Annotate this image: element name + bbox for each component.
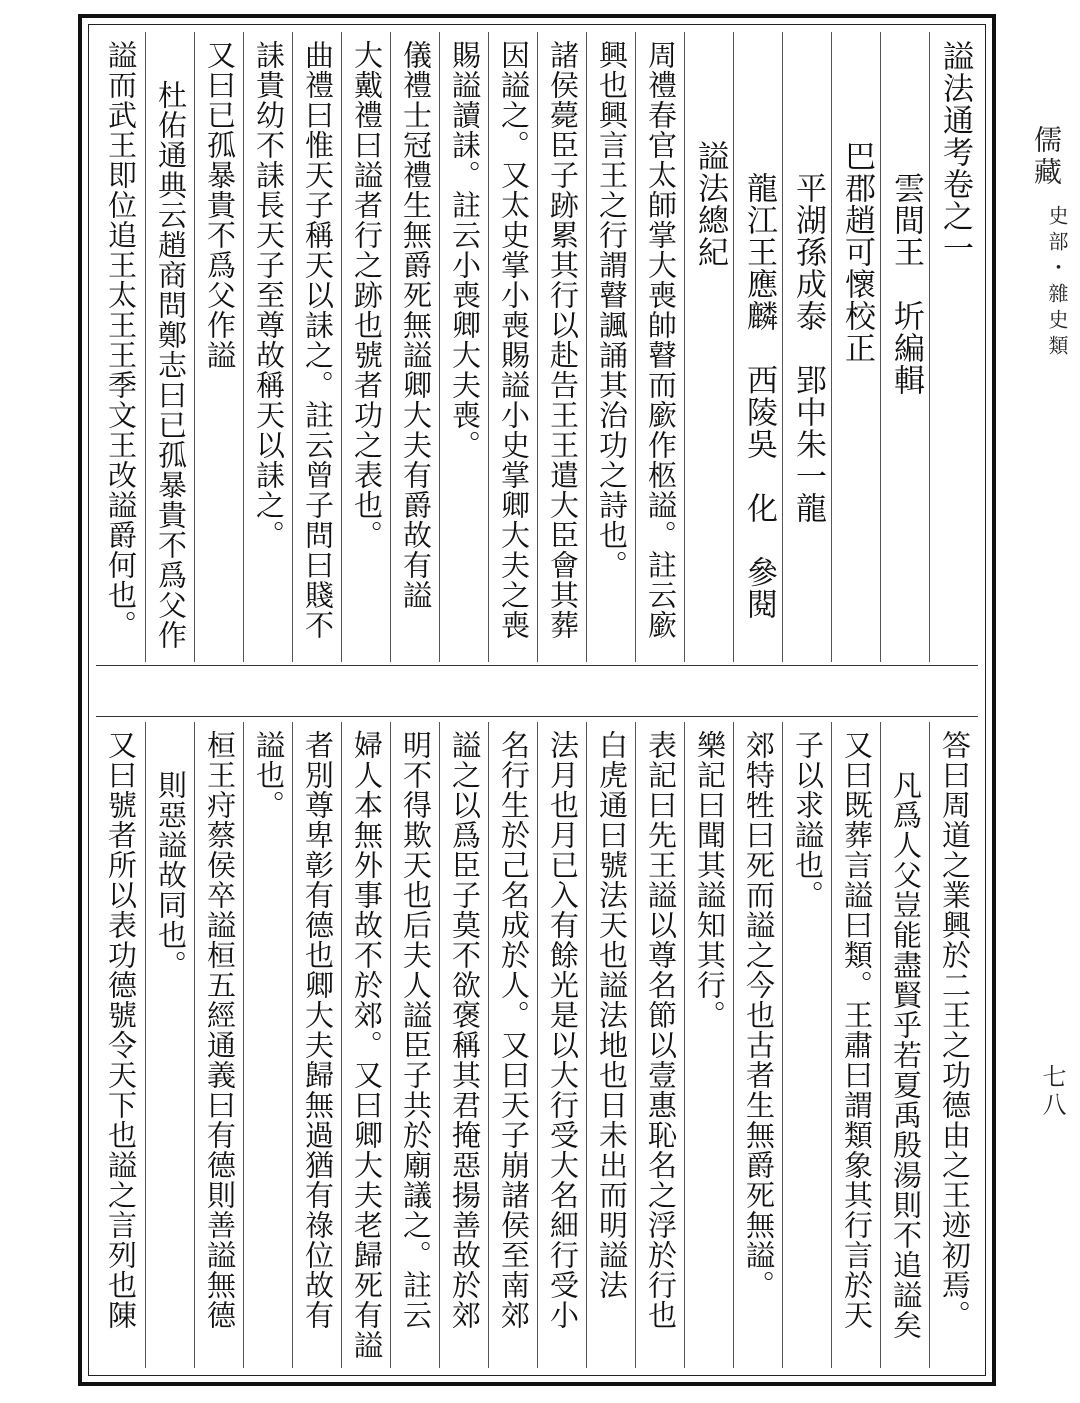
column-text: 曲禮曰惟天子稱天以誄之。註云曾子問曰賤不 xyxy=(301,40,335,640)
text-column xyxy=(782,32,831,662)
text-column xyxy=(439,722,488,1368)
column-text: 謚之以爲臣子莫不欲褒稱其君掩惡揚善故於郊 xyxy=(448,730,482,1330)
column-text: 者別尊卑彰有德也卿大夫歸無過猶有祿位故有 xyxy=(301,730,335,1330)
column-text: 龍江王應麟 西陵吳 化 參閱 xyxy=(741,172,777,620)
column-text: 謚法通考卷之一 xyxy=(937,40,973,264)
text-column xyxy=(880,722,929,1368)
column-text: 凡爲人父豈能盡賢乎若夏禹殷湯則不追謚矣 xyxy=(889,770,923,1340)
column-text: 桓王疛蔡侯卒謚桓五經通義曰有德則善謚無德 xyxy=(203,730,237,1330)
collection-title: 儒藏 xyxy=(1030,125,1063,189)
text-column xyxy=(929,722,978,1368)
text-column xyxy=(145,722,194,1368)
column-text: 又曰已孤暴貴不爲父作謚 xyxy=(203,40,237,370)
text-column xyxy=(488,722,537,1368)
section-label: 史部・雜史類 xyxy=(1045,205,1069,361)
text-column xyxy=(145,32,194,662)
column-text: 儀禮士冠禮生無爵死無謚卿大夫有爵故有謚 xyxy=(399,40,433,610)
text-column xyxy=(439,32,488,662)
column-text: 郊特牲曰死而謚之今也古者生無爵死無謚。 xyxy=(742,730,776,1300)
text-column xyxy=(96,32,145,662)
text-column xyxy=(341,32,390,662)
column-text: 諸侯薨臣子跡累其行以赴告王王遣大臣會其葬 xyxy=(546,40,580,640)
text-column xyxy=(488,32,537,662)
text-column xyxy=(782,722,831,1368)
text-column xyxy=(390,722,439,1368)
text-column xyxy=(292,32,341,662)
top-text-block xyxy=(96,32,978,662)
text-column xyxy=(831,722,880,1368)
column-text: 答曰周道之業興於二王之功德由之王迹初焉。 xyxy=(938,730,972,1330)
column-text: 名行生於己名成於人。又曰天子崩諸侯至南郊 xyxy=(497,730,531,1330)
bottom-text-block xyxy=(96,722,978,1368)
text-column xyxy=(292,722,341,1368)
text-column xyxy=(390,32,439,662)
column-text: 樂記曰聞其謚知其行。 xyxy=(693,730,727,1030)
text-column xyxy=(880,32,929,662)
center-gutter xyxy=(96,665,978,717)
column-text: 周禮春官太師掌大喪帥瞽而廞作柩謚。註云廞 xyxy=(644,40,678,640)
text-column xyxy=(733,722,782,1368)
column-text: 平湖孫成泰 郢中朱一龍 xyxy=(790,172,826,524)
column-text: 又曰號者所以表功德號令天下也謚之言列也陳 xyxy=(104,730,138,1330)
column-text: 雲間王 圻編輯 xyxy=(888,172,924,396)
text-column xyxy=(194,32,243,662)
column-text: 又曰既葬言謚曰類。王肅曰謂類象其行言於天 xyxy=(840,730,874,1330)
column-text: 謚法總紀 xyxy=(692,140,728,268)
text-column xyxy=(243,32,292,662)
text-column xyxy=(96,722,145,1368)
column-text: 謚也。 xyxy=(252,730,286,820)
text-column xyxy=(635,32,684,662)
text-column xyxy=(243,722,292,1368)
text-column xyxy=(586,32,635,662)
column-text: 興也興言王之行謂瞽諷誦其治功之詩也。 xyxy=(595,40,629,580)
text-column xyxy=(684,722,733,1368)
column-text: 誄貴幼不誄長天子至尊故稱天以誄之。 xyxy=(252,40,286,550)
text-column xyxy=(341,722,390,1368)
column-text: 大戴禮曰謚者行之跡也號者功之表也。 xyxy=(350,40,384,550)
text-column xyxy=(194,722,243,1368)
text-column xyxy=(537,722,586,1368)
text-column xyxy=(635,722,684,1368)
column-text: 謚而武王即位追王太王王季文王改謚爵何也。 xyxy=(104,40,138,640)
column-text: 杜佑通典云趙商問鄭志曰已孤暴貴不爲父作 xyxy=(154,80,188,650)
column-text: 賜謚讀誄。註云小喪卿大夫喪。 xyxy=(448,40,482,460)
text-column xyxy=(537,32,586,662)
column-text: 法月也月已入有餘光是以大行受大名細行受小 xyxy=(546,730,580,1330)
column-text: 子以求謚也。 xyxy=(791,730,825,910)
column-text: 婦人本無外事故不於郊。又曰卿大夫老歸死有謚 xyxy=(350,730,384,1360)
text-column xyxy=(586,722,635,1368)
column-text: 因謚之。又太史掌小喪賜謚小史掌卿大夫之喪 xyxy=(497,40,531,640)
column-text: 巴郡趙可懷校正 xyxy=(839,140,875,364)
text-column xyxy=(929,32,978,662)
page-number: 七八 xyxy=(1038,1064,1066,1120)
text-column xyxy=(684,32,733,662)
column-text: 表記曰先王謚以尊名節以壹惠恥名之浮於行也 xyxy=(644,730,678,1330)
column-text: 則惡謚故同也。 xyxy=(154,770,188,980)
text-column xyxy=(733,32,782,662)
column-text: 白虎通曰號法天也謚法地也日未出而明謚法 xyxy=(595,730,629,1300)
text-column xyxy=(831,32,880,662)
column-text: 明不得欺天也后夫人謚臣子共於廟議之。註云 xyxy=(399,730,433,1330)
